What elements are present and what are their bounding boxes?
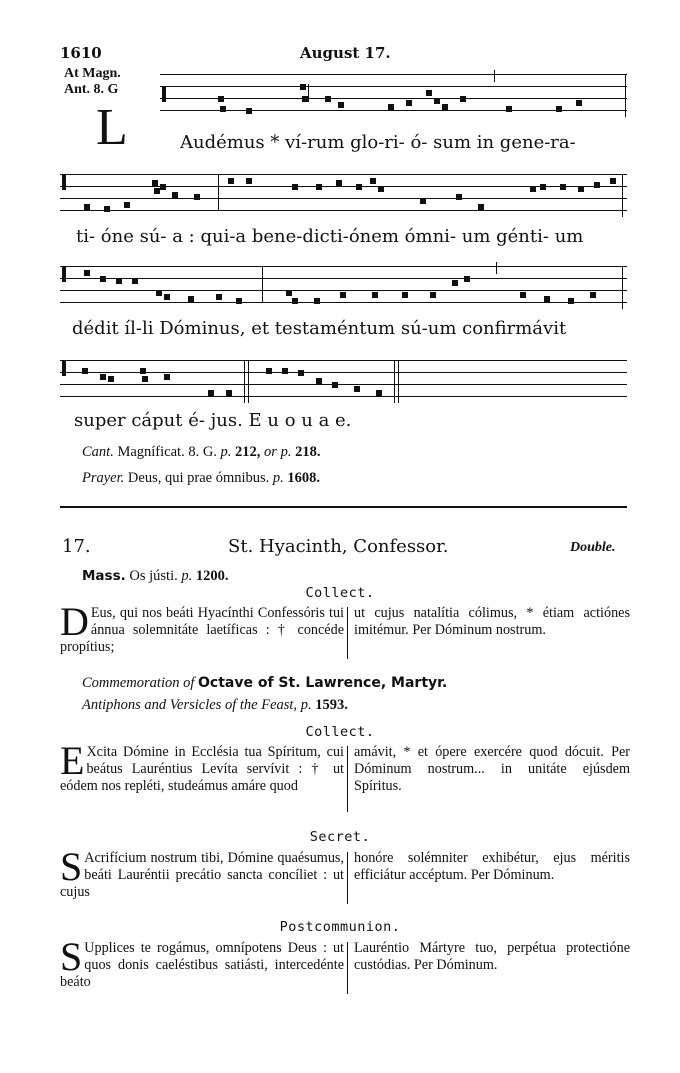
mass-text: Os jústi.	[129, 568, 178, 584]
running-title: August 17.	[300, 44, 391, 62]
postcommunion-left: Upplices te rogámus, omnípotens Deus : ut quos donis caeléstibus satiásti, intercedénte beáto	[60, 940, 344, 990]
collect-1-right: ut cujus natalítia cólimus, * étiam actiónes imitémur. Per Dóminum nostrum.	[354, 605, 630, 638]
cant-label: Cant.	[82, 444, 114, 460]
secret-right: honóre solémniter exhibétur, ejus méritis efficiátur accéptum. Per Dóminum.	[354, 850, 630, 883]
antiphons-page: 1593.	[315, 697, 348, 713]
collect-2-block	[60, 738, 630, 812]
prayer-reference	[82, 470, 320, 487]
canticle-reference	[82, 444, 320, 461]
cant-page-1: 212,	[235, 444, 261, 460]
antiphons-line	[82, 697, 348, 714]
feast-number: 17.	[62, 536, 91, 557]
chant-initial: L	[96, 99, 128, 156]
postcommunion-heading: Postcommunion.	[279, 919, 401, 935]
collect-heading-2: Collect.	[305, 724, 375, 740]
prayer-p: p.	[272, 470, 284, 486]
prayer-page: 1608.	[287, 470, 321, 486]
collect-heading-1: Collect.	[305, 585, 375, 601]
commemoration-title: Octave of St. Lawrence, Martyr.	[198, 675, 448, 691]
music-staff-4	[60, 360, 627, 404]
commemoration-line	[82, 675, 447, 692]
collect-1-block	[60, 599, 630, 657]
postcommunion-initial: S	[60, 934, 83, 979]
music-staff-1	[160, 74, 627, 118]
cant-or: or p.	[264, 444, 292, 460]
prayer-label: Prayer.	[82, 470, 125, 486]
secret-heading: Secret.	[309, 829, 371, 845]
lyrics-line-2: ti- óne sú- a : qui-a bene-dicti-ónem ómni- um génti- um	[76, 226, 584, 247]
music-staff-2	[60, 174, 627, 218]
section-divider	[60, 506, 627, 508]
feast-rank: Double.	[570, 540, 616, 555]
mass-p: p.	[181, 568, 193, 584]
music-staff-3	[60, 266, 627, 310]
lyrics-line-4: super cáput é- jus. E u o u a e.	[74, 410, 352, 431]
antiphon-label-line2: Ant. 8. G	[64, 82, 119, 97]
antiphons-p: p.	[300, 697, 312, 713]
mass-page: 1200.	[195, 568, 229, 584]
collect-2-right: amávit, * et ópere exercére quod dócuit. Per Dóminum nostrum... in unitáte ejúsdem Spíritus.	[354, 744, 630, 794]
cant-p: p.	[220, 444, 232, 460]
antiphon-label	[64, 66, 121, 98]
collect-2-left: Xcita Dómine in Ecclésia tua Spíritum, cui beátus Lauréntius Levíta servívit : † ut eódem nos repléti, studeámus amáre quod	[60, 744, 344, 794]
secret-left: Acrifícium nostrum tibi, Dómine quaésumus, beáti Lauréntii precátio sancta concíliet : ut cujus	[60, 850, 344, 900]
secret-initial: S	[60, 844, 83, 889]
collect-1-left: Eus, qui nos beáti Hyacínthi Confessóris tui ánnua solemnitáte laetíficas : † concéde propítius;	[60, 605, 344, 655]
prayer-text: Deus, qui prae ómnibus.	[127, 470, 270, 486]
collect-2-initial: E	[60, 738, 85, 783]
feast-title: St. Hyacinth, Confessor.	[228, 536, 449, 557]
antiphons-text: Antiphons and Versicles of the Feast,	[82, 697, 298, 713]
mass-label: Mass.	[82, 568, 126, 584]
page-number: 1610	[60, 44, 102, 62]
mass-reference	[82, 568, 228, 585]
antiphon-label-line1: At Magn.	[64, 66, 121, 81]
postcommunion-right: Lauréntio Mártyre tuo, perpétua protectióne custódias. Per Dóminum.	[354, 940, 630, 973]
secret-block	[60, 844, 630, 904]
lyrics-line-3: dédit íl-li Dóminus, et testaméntum sú-um confirmávit	[72, 318, 567, 339]
lyrics-line-1: Audémus * ví-rum glo-ri- ó- sum in gene-ra-	[180, 132, 576, 153]
cant-page-2: 218.	[295, 444, 321, 460]
cant-text: Magníficat. 8. G.	[117, 444, 217, 460]
postcommunion-block	[60, 934, 630, 994]
collect-1-initial: D	[60, 599, 89, 644]
commemoration-label: Commemoration of	[82, 675, 195, 691]
